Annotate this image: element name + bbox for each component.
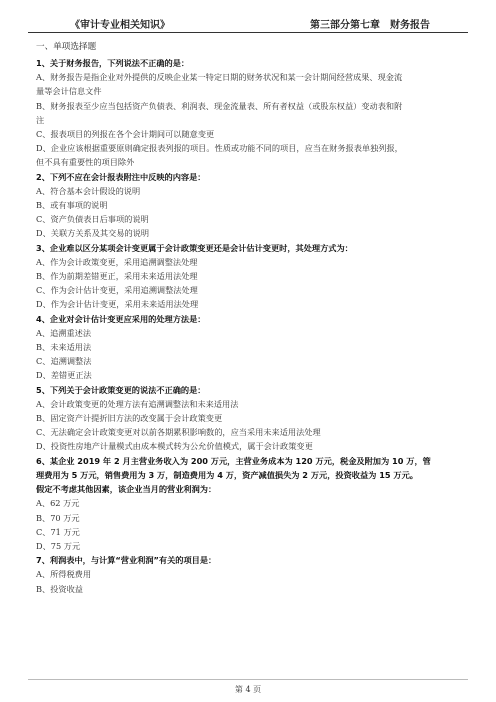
option-text: C、作为会计估计变更，采用追溯调整法处理 xyxy=(36,285,198,296)
option-text: 但不具有重要性的项目除外 xyxy=(36,157,135,168)
option-text: B、固定资产计提折旧方法的改变属于会计政策变更 xyxy=(36,413,223,424)
page-footer xyxy=(28,679,468,696)
option-text: B、或有事项的说明 xyxy=(36,200,108,211)
option-text: A、作为会计政策变更，采用追溯调整法处理 xyxy=(36,256,198,267)
option-text: B、未来适用法 xyxy=(36,342,92,353)
question-text: 7、利润表中，与计算“营业利润”有关的项目是： xyxy=(36,555,217,566)
option-text: A、会计政策变更的处理方法有追溯调整法和未来适用法 xyxy=(36,398,239,409)
option-text: A、符合基本会计假设的说明 xyxy=(36,185,141,196)
book-title: 《审计专业相关知识》 xyxy=(70,20,170,31)
option-text: 量等会计信息文件 xyxy=(36,86,102,97)
question-text: 4、企业对会计估计变更应采用的处理方法是： xyxy=(36,313,206,324)
question-text: 5、下列关于会计政策变更的说法不正确的是： xyxy=(36,384,206,395)
option-text: B、投资收益 xyxy=(36,583,83,594)
option-text: B、70 万元 xyxy=(36,512,80,523)
option-text: C、资产负债表日后事项的说明 xyxy=(36,214,149,225)
question-text: 假定不考虑其他因素，该企业当月的营业利润为： xyxy=(36,484,217,495)
option-text: A、追溯重述法 xyxy=(36,327,92,338)
option-text: D、关联方关系及其交易的说明 xyxy=(36,228,150,239)
option-text: A、62 万元 xyxy=(36,498,80,509)
option-text: D、75 万元 xyxy=(36,540,81,551)
question-text: 理费用为 5 万元，销售费用为 3 万，制造费用为 4 万，资产减值损失为 2 万元，投资收益为 15 万元。 xyxy=(36,469,418,480)
section-title: 一、单项选择题 xyxy=(36,42,97,52)
option-text: D、投资性房地产计量模式由成本模式转为公允价值模式，属于会计政策变更 xyxy=(36,441,313,452)
chapter-title: 第三部分第七章 财务报告 xyxy=(310,20,430,31)
option-text: C、报表项目的列报在各个会计期间可以随意变更 xyxy=(36,129,215,140)
question-text: 6、某企业 2019 年 2 月主营业务收入为 200 万元，主营业务成本为 120 万元，税金及附加为 10 万，管 xyxy=(36,455,431,466)
question-text: 1、关于财务报告，下列说法不正确的是： xyxy=(36,58,190,68)
page-header xyxy=(28,10,468,33)
option-text: C、71 万元 xyxy=(36,526,80,537)
option-text: C、无法确定会计政策变更对以前各期累积影响数的，应当采用未来适用法处理 xyxy=(36,427,321,438)
page-number: 第 4 页 xyxy=(234,685,262,694)
question-text: 2、下列不应在会计报表附注中反映的内容是： xyxy=(36,171,206,182)
option-text: D、企业应该根据重要原则确定报表列报的项目。性质或功能不同的项目，应当在财务报表单独列报， xyxy=(36,143,403,154)
option-text: A、所得税费用 xyxy=(36,569,92,580)
option-text: C、追溯调整法 xyxy=(36,356,92,367)
question-list xyxy=(36,56,464,596)
option-text: B、作为前期差错更正，采用未来适用法处理 xyxy=(36,271,198,282)
option-text: D、差错更正法 xyxy=(36,370,92,381)
option-text: A、财务报告是指企业对外提供的反映企业某一特定日期的财务状况和某一会计期间经营成果、现金流 xyxy=(36,72,403,83)
option-text: D、作为会计估计变更，采用未来适用法处理 xyxy=(36,299,199,310)
question-text: 3、企业难以区分某项会计变更属于会计政策变更还是会计估计变更时，其处理方式为： xyxy=(36,242,353,253)
option-text: B、财务报表至少应当包括资产负债表、利润表、现金流量表、所有者权益（或股东权益）变动表和附 xyxy=(36,100,403,111)
page-content xyxy=(36,40,464,596)
option-text: 注 xyxy=(36,114,45,125)
